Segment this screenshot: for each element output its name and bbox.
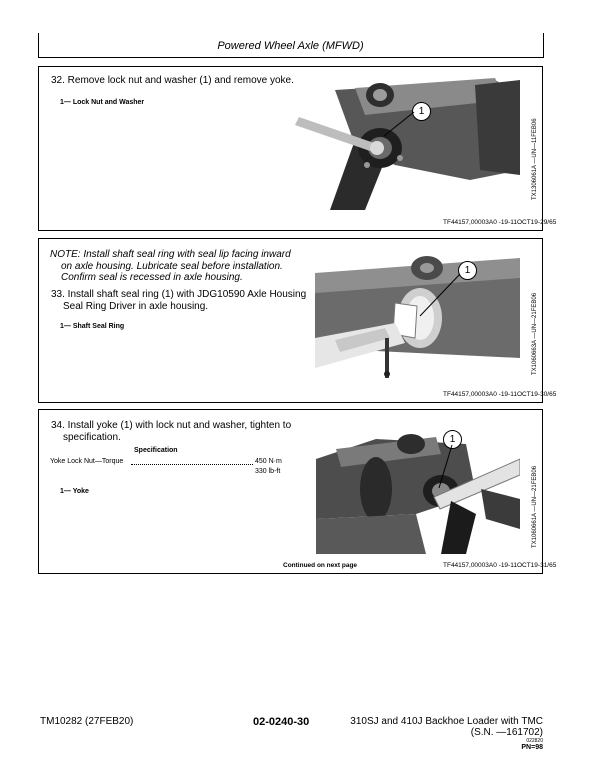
- step-32-photo-id: TX1306061A —UN—11FEB06: [532, 118, 538, 200]
- spec-value-metric: 450 N·m: [255, 458, 282, 465]
- step-34-line-1: 34. Install yoke (1) with lock nut and washer, tighten to: [51, 420, 292, 431]
- step-32-legend: 1— Lock Nut and Washer: [60, 99, 145, 106]
- step-34-callout-leader: [432, 442, 462, 492]
- footer-model: 310SJ and 410J Backhoe Loader with TMC: [350, 716, 543, 727]
- spec-heading: Specification: [134, 447, 178, 454]
- footer-serial: (S.N. —161702): [470, 727, 543, 738]
- step-32-callout-leader: [380, 110, 420, 140]
- header-bottom-rule: [38, 57, 543, 58]
- continued-note: Continued on next page: [283, 562, 358, 569]
- header-right-rule: [543, 33, 544, 58]
- step-33-callout-leader: [415, 272, 465, 322]
- step-34-text: [51, 420, 291, 444]
- note-line-1: NOTE: Install shaft seal ring with seal lip facing inward: [50, 249, 291, 260]
- spec-value-imperial: 330 lb-ft: [255, 468, 281, 475]
- step-33-callout-number: 1: [464, 265, 471, 276]
- spec-label: Yoke Lock Nut—Torque: [50, 458, 124, 465]
- footer-date-code: 022820: [526, 738, 543, 744]
- spec-leader-dots: [131, 464, 253, 465]
- step-33-line-1: 33. Install shaft seal ring (1) with JDG10590 Axle Housing: [51, 289, 307, 300]
- step-33-note: [50, 249, 291, 284]
- footer-page-number: 02-0240-30: [253, 716, 310, 728]
- step-34-line-2: specification.: [63, 432, 121, 443]
- step-34-callout-number: 1: [449, 434, 456, 445]
- page-title: Powered Wheel Axle (MFWD): [217, 40, 364, 52]
- footer-manual-id: TM10282 (27FEB20): [40, 716, 134, 727]
- footer-pn: PN=98: [521, 744, 543, 751]
- step-33-text: [51, 289, 306, 313]
- step-34-legend: 1— Yoke: [60, 488, 89, 495]
- step-34-ref: TF44157,00003A0 -19-11OCT19-31/65: [443, 562, 557, 569]
- note-line-2: on axle housing. Lubricate seal before installation.: [61, 260, 283, 272]
- step-32-photo: [295, 70, 520, 210]
- step-32-callout-number: 1: [418, 106, 425, 117]
- step-33-photo-id: TX1060663A —UN—21FEB06: [532, 292, 538, 375]
- step-34-photo-id: TX1060661A —UN—21FEB06: [532, 465, 538, 548]
- step-33-legend: 1— Shaft Seal Ring: [60, 323, 125, 330]
- step-34-photo: [316, 419, 520, 554]
- step-33-ref: TF44157,00003A0 -19-11OCT19-30/65: [443, 391, 557, 398]
- step-32-ref: TF44157,00003A0 -19-11OCT19-29/65: [443, 219, 557, 226]
- step-33-line-2: Seal Ring Driver in axle housing.: [63, 301, 209, 312]
- step-32-text: 32. Remove lock nut and washer (1) and remove yoke.: [51, 75, 294, 86]
- note-line-3: Confirm seal is recessed in axle housing.: [61, 272, 243, 283]
